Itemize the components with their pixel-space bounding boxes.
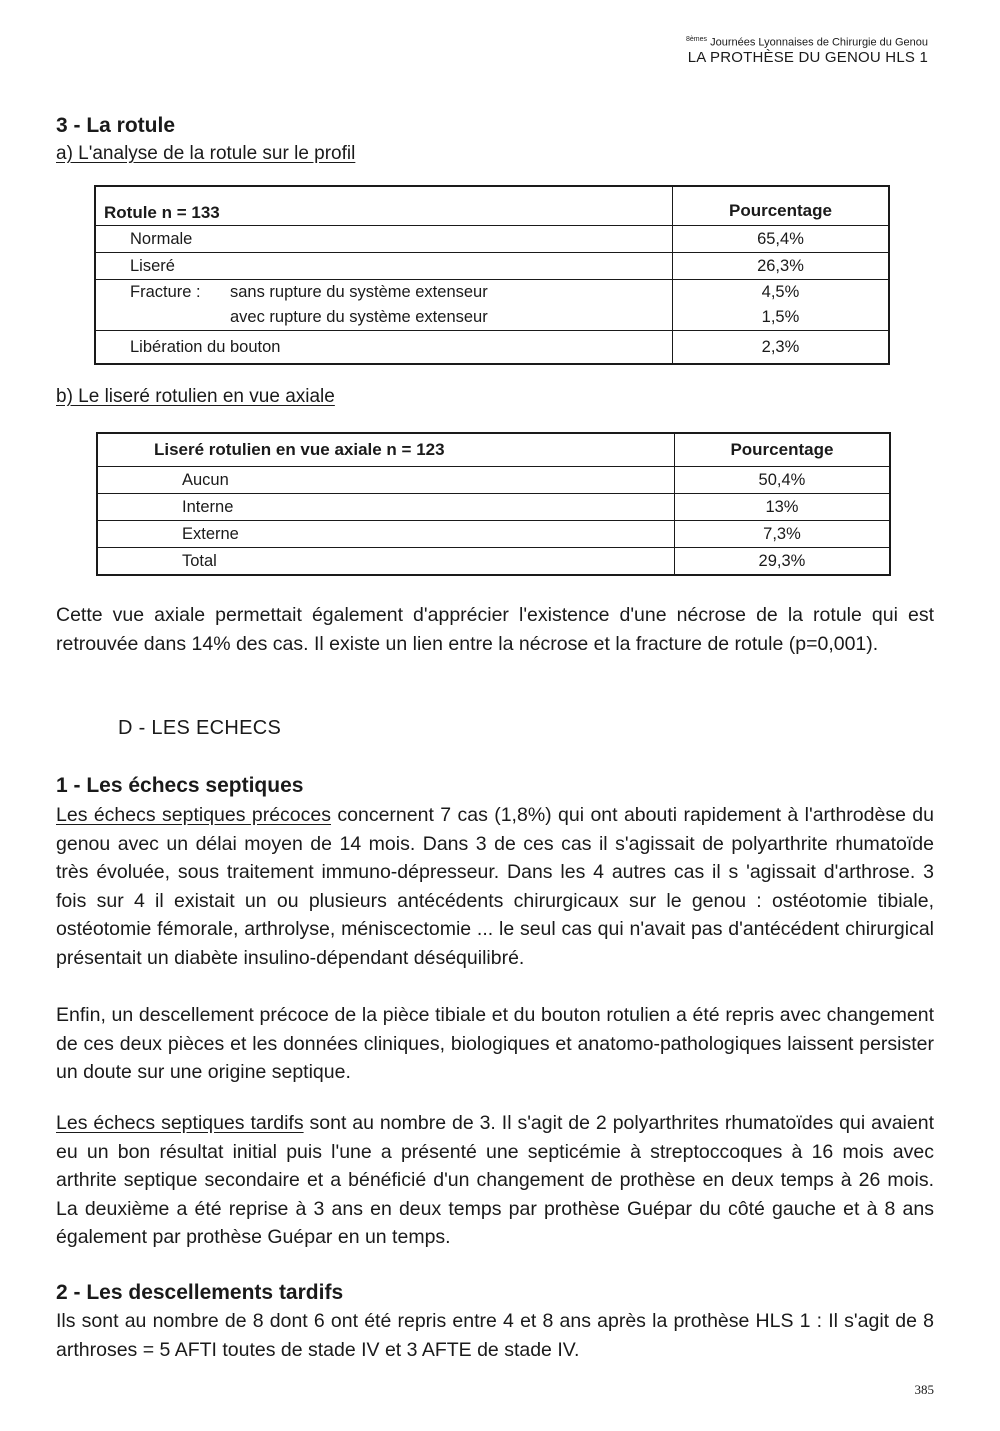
row-value: 50,4% — [674, 467, 890, 494]
row-label: Normale — [95, 226, 672, 253]
row-value: 26,3% — [672, 253, 889, 280]
table-header-label: Rotule n = 133 — [95, 186, 672, 226]
table-row — [95, 226, 889, 253]
table-header-row — [95, 186, 889, 226]
rotule-table — [94, 185, 890, 365]
row-value: 1,5% — [761, 308, 800, 326]
early-septic-paragraph: Les échecs septiques précoces concernent 7 cas (1,8%) qui ont abouti rapidement à l'arthrodèse du genou avec un délai moyen de 14 mois. Dans 3 de ces cas il s'agissait de polyarthrite rhumatoïde très évoluée, sous traitement immuno-dépresseur. Dans les 4 autres cas il s 'agissait d'arthrose. 3 fois sur 4 il existait un ou plusieurs antécédents chirurgicaux sur le genou : ostéotomie tibiale, ostéotomie fémorale, arthrolyse, méniscectomie ... le seul cas qui n'avait pas d'antécédent chirurgical présentait un diabète insulino-dépendant déséquilibré. — [56, 804, 935, 969]
axial-table — [96, 432, 891, 576]
row-value: 13% — [674, 494, 890, 521]
row-label: Libération du bouton — [130, 337, 281, 356]
row-label: Total — [182, 551, 217, 570]
row-value: 2,3% — [672, 331, 889, 365]
table-row — [97, 467, 890, 494]
subsection-b-title: b) Le liseré rotulien en vue axiale — [56, 386, 335, 407]
row-label: Liseré — [95, 253, 672, 280]
table-row — [95, 331, 889, 365]
table-row — [97, 548, 890, 576]
late-septic-paragraph: Les échecs septiques tardifs sont au nombre de 3. Il s'agit de 2 polyarthrites rhumatoïdes qui avaient eu un bon résultat initial puis l'une a présenté une septicémie à streptoccoques à 16 mois avec arthrite septique secondaire et a bénéficié d'un changement de prothèse en deux temps à 26 mois. La deuxième a été reprise à 3 ans en deux temps par prothèse Guépar du côté gauche et à 8 ans également par prothèse Guépar en un temps. — [56, 1112, 934, 1249]
table-row-fracture — [95, 280, 889, 331]
row-label: Aucun — [97, 467, 674, 494]
header-conference: $^{8èmes}$ Journées Lyonnaises de Chirurgie du Genou — [686, 36, 928, 49]
late-loosening-paragraph: Ils sont au nombre de 8 dont 6 ont été repris entre 4 et 8 ans après la prothèse HLS 1 : Il s'agit de 8 arthroses = 5 AFTI toutes de stade IV et 3 AFTE de stade IV. — [56, 1310, 934, 1361]
table-header-label: Liseré rotulien en vue axiale n = 123 — [97, 433, 674, 467]
row-value: 29,3% — [674, 548, 890, 576]
row-value: 7,3% — [674, 521, 890, 548]
page-number: 385 — [914, 1382, 934, 1397]
running-header — [686, 36, 928, 67]
row-value: 65,4% — [672, 226, 889, 253]
section-2-title: 2 - Les descellements tardifs — [56, 1281, 344, 1304]
table-row — [97, 521, 890, 548]
row-value: 4,5% — [761, 283, 800, 301]
early-septic-lead: Les échecs septiques précoces — [56, 804, 331, 826]
row-label: avec rupture du système extenseur — [230, 308, 488, 326]
row-label: Interne — [97, 494, 674, 521]
table-row — [95, 253, 889, 280]
section-1-title: 1 - Les échecs septiques — [56, 774, 304, 797]
table-row — [97, 494, 890, 521]
table-header-percent: Pourcentage — [674, 433, 890, 467]
table-header-row — [97, 433, 890, 467]
table-header-percent: Pourcentage — [672, 186, 889, 226]
section-d-title: D - LES ECHECS — [118, 717, 282, 739]
row-label: sans rupture du système extenseur — [230, 283, 488, 301]
axial-paragraph: Cette vue axiale permettait également d'apprécier l'existence d'une nécrose de la rotule qui est retrouvée dans 14% des cas. Il existe un lien entre la nécrose et la fracture de rotule (p=0,001). — [56, 604, 934, 655]
row-label: Externe — [97, 521, 674, 548]
fracture-label: Fracture : — [130, 283, 201, 301]
section-3-title: 3 - La rotule — [56, 114, 176, 137]
finally-paragraph: Enfin, un descellement précoce de la pièce tibiale et du bouton rotulien a été repris avec changement de ces deux pièces et les données cliniques, biologiques et anatomo-pathologiques laissent persister un doute sur une origine septique. — [56, 1004, 934, 1084]
header-title: LA PROTHÈSE DU GENOU HLS 1 — [687, 49, 928, 67]
late-septic-lead: Les échecs septiques tardifs — [56, 1112, 304, 1134]
subsection-a-title: a) L'analyse de la rotule sur le profil — [56, 143, 356, 164]
